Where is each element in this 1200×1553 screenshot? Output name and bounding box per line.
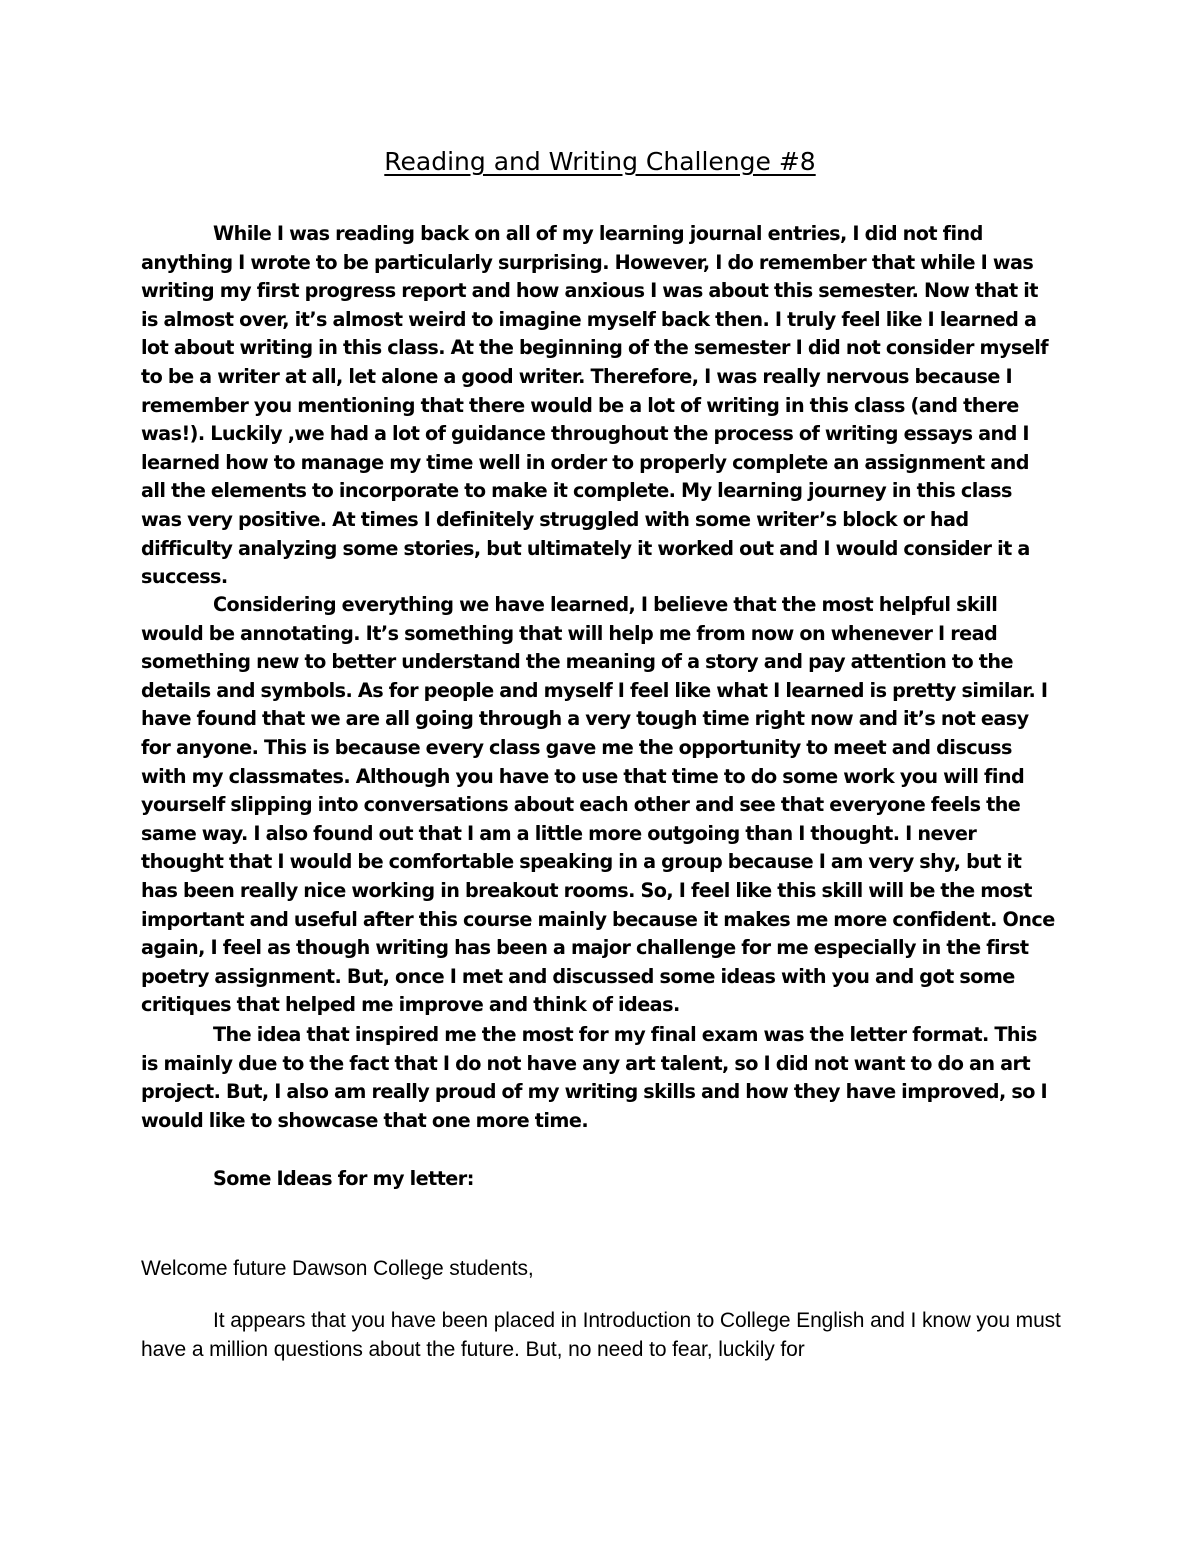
letter-greeting — [141, 1254, 1066, 1283]
paragraph-text: The idea that inspired me the most for my final exam was the letter format. This is mainly due to the fact that I do not have any art talent, so I did not want to do an art project. But, I also am really proud of my writing skills and how they have improved, so I would like to showcase that one more time. — [141, 1023, 1048, 1132]
paragraph-final-exam — [141, 1021, 1056, 1135]
paragraph-text: Some Ideas for my letter: — [213, 1167, 474, 1190]
paragraph-text: Considering everything we have learned, I believe that the most helpful skill would be annotating. It’s something that will help me from now on whenever I read something new to better understand the meaning of a story and pay attention to the details and symbols. As for people and myself I feel like what I learned is pretty similar. I have found that we are all going through a very tough time right now and it’s not easy for anyone. This is because every class gave me the opportunity to meet and discuss with my classmates. Although you have to use that time to do some work you will find yourself slipping into conversations about each other and see that everyone feels the same way. I also found out that I am a little more outgoing than I thought. I never thought that I would be comfortable speaking in a group because I am very shy, but it has been really nice working in breakout rooms. So, I feel like this skill will be the most important and useful after this course mainly because it makes me more confident. Once again, I feel as though writing has been a major challenge for me especially in the first poetry assignment. But, once I met and discussed some ideas with you and got some critiques that helped me improve and think of ideas. — [141, 593, 1055, 1017]
document-title: Reading and Writing Challenge #8 — [384, 147, 816, 176]
paragraph-skills — [141, 591, 1056, 1020]
letter-paragraph-text: It appears that you have been placed in Introduction to College English and I know you must have a million questions about the future. But, no need to fear, luckily for — [141, 1309, 1061, 1361]
letter-paragraph — [141, 1306, 1066, 1364]
paragraph-reflection — [141, 220, 1056, 592]
letter-greeting-text: Welcome future Dawson College students, — [141, 1257, 534, 1280]
paragraph-text: While I was reading back on all of my learning journal entries, I did not find anything I wrote to be particularly surprising. However, I do remember that while I was writing my first progress report and how anxious I was about this semester. Now that it is almost over, it’s almost weird to imagine myself back then. I truly feel like I learned a lot about writing in this class. At the beginning of the semester I did not consider myself to be a writer at all, let alone a good writer. Therefore, I was really nervous because I remember you mentioning that there would be a lot of writing in this class (and there was!). Luckily ,we had a lot of guidance throughout the process of writing essays and I learned how to manage my time well in order to properly complete an assignment and all the elements to incorporate to make it complete. My learning journey in this class was very positive. At times I definitely struggled with some writer’s block or had difficulty analyzing some stories, but ultimately it worked out and I would consider it a success. — [141, 222, 1049, 589]
paragraph-letter-ideas — [141, 1165, 1056, 1194]
